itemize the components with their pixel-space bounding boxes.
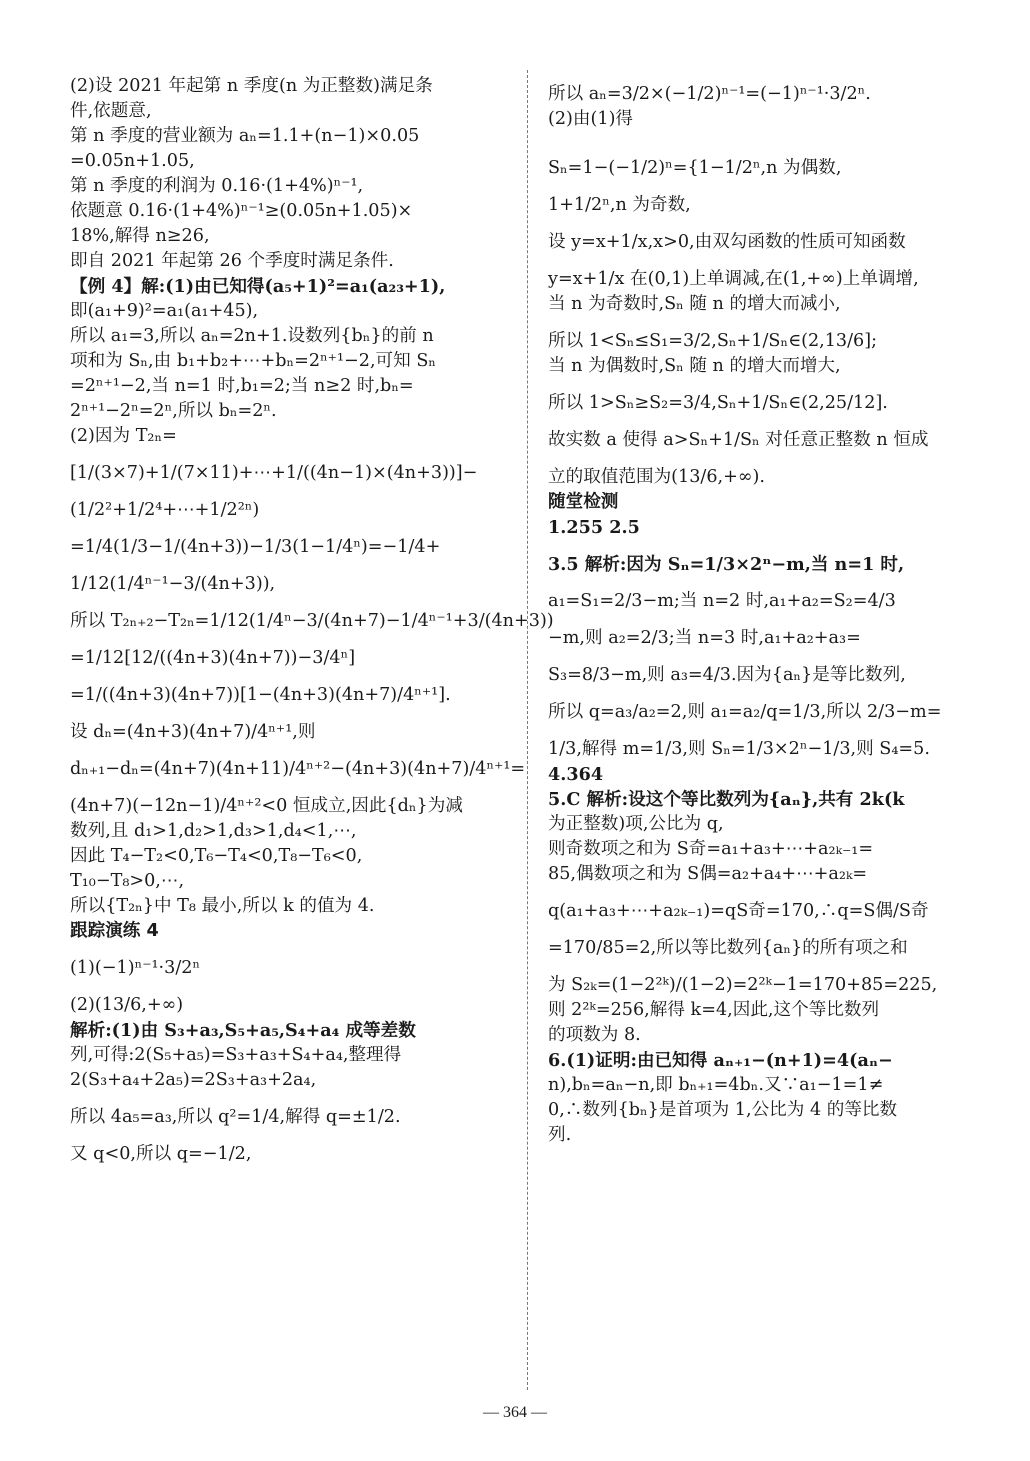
left-column (70, 74, 554, 1167)
text-line: 则 2²ᵏ=256,解得 k=4,因此,这个等比数列 (548, 1000, 880, 1020)
text-line: 则奇数项之和为 S奇=a₁+a₃+⋯+a₂ₖ₋₁= (548, 839, 874, 859)
text-line: 1+1/2ⁿ,n 为奇数, (548, 195, 691, 215)
text-line: q(a₁+a₃+⋯+a₂ₖ₋₁)=qS奇=170,∴q=S偶/S奇 (548, 901, 929, 921)
text-line: 5.C 解析:设这个等比数列为{aₙ},共有 2k(k (548, 789, 905, 810)
text-line: 所以 1>Sₙ≥S₂=3/4,Sₙ+1/Sₙ∈(2,25/12]. (548, 393, 888, 413)
text-line: 2(S₃+a₄+2a₅)=2S₃+a₃+2a₄, (70, 1070, 317, 1090)
text-line: 当 n 为奇数时,Sₙ 随 n 的增大而减小, (548, 294, 841, 314)
text-line: 又 q<0,所以 q=−1/2, (70, 1144, 252, 1164)
text-line: 列. (548, 1125, 572, 1145)
text-line: 件,依题意, (70, 101, 152, 121)
text-line: =1/12[12/((4n+3)(4n+7))−3/4ⁿ] (70, 648, 356, 668)
text-line: 所以{T₂ₙ}中 T₈ 最小,所以 k 的值为 4. (70, 896, 375, 916)
text-line: 0,∴数列{bₙ}是首项为 1,公比为 4 的等比数 (548, 1100, 898, 1120)
text-line: 3.5 解析:因为 Sₙ=1/3×2ⁿ−m,当 n=1 时, (548, 554, 905, 575)
text-line: T₁₀−T₈>0,⋯, (70, 871, 185, 891)
text-line: 18%,解得 n≥26, (70, 226, 210, 246)
text-line: 即自 2021 年起第 26 个季度时满足条件. (70, 251, 394, 271)
text-line: (4n+7)(−12n−1)/4ⁿ⁺²<0 恒成立,因此{dₙ}为减 (70, 796, 463, 816)
section-heading: 随堂检测 (548, 492, 619, 512)
text-line: =170/85=2,所以等比数列{aₙ}的所有项之和 (548, 938, 908, 958)
text-line: 1.255 2.5 (548, 517, 640, 538)
text-line: 1/3,解得 m=1/3,则 Sₙ=1/3×2ⁿ−1/3,则 S₄=5. (548, 739, 930, 759)
text-line: 数列,且 d₁>1,d₂>1,d₃>1,d₄<1,⋯, (70, 821, 357, 841)
text-line: (2)(13/6,+∞) (70, 995, 184, 1015)
text-line: Sₙ=1−(−1/2)ⁿ={1−1/2ⁿ,n 为偶数, (548, 158, 842, 178)
text-line: 2ⁿ⁺¹−2ⁿ=2ⁿ,所以 bₙ=2ⁿ. (70, 401, 277, 421)
text-line: 所以 4a₅=a₃,所以 q²=1/4,解得 q=±1/2. (70, 1107, 401, 1127)
text-line: 为正整数)项,公比为 q, (548, 814, 724, 834)
text-line: y=x+1/x 在(0,1)上单调减,在(1,+∞)上单调增, (548, 269, 919, 289)
text-line: 所以 1<Sₙ≤S₁=3/2,Sₙ+1/Sₙ∈(2,13/6]; (548, 331, 878, 351)
text-line: (1)(−1)ⁿ⁻¹·3/2ⁿ (70, 958, 201, 978)
text-line: 设 dₙ=(4n+3)(4n+7)/4ⁿ⁺¹,则 (70, 722, 316, 742)
text-line: S₃=8/3−m,则 a₃=4/3.因为{aₙ}是等比数列, (548, 665, 906, 685)
right-column (548, 74, 988, 1148)
text-line: (2)因为 T₂ₙ= (70, 426, 177, 446)
text-line: (1/2²+1/2⁴+⋯+1/2²ⁿ) (70, 500, 260, 520)
text-line: 依题意 0.16·(1+4%)ⁿ⁻¹≥(0.05n+1.05)× (70, 201, 413, 221)
text-line: 因此 T₄−T₂<0,T₆−T₄<0,T₈−T₆<0, (70, 846, 363, 866)
text-line: 即(a₁+9)²=a₁(a₁+45), (70, 301, 259, 321)
text-line: (2)由(1)得 (548, 109, 634, 129)
section-heading: 跟踪演练 4 (70, 921, 159, 941)
text-line: 第 n 季度的营业额为 aₙ=1.1+(n−1)×0.05 (70, 126, 420, 146)
text-line: 6.(1)证明:由已知得 aₙ₊₁−(n+1)=4(aₙ− (548, 1050, 893, 1071)
text-line: 为 S₂ₖ=(1−2²ᵏ)/(1−2)=2²ᵏ−1=170+85=225, (548, 975, 938, 995)
page-number: — 364 — (483, 1404, 547, 1421)
text-line: =1/4(1/3−1/(4n+3))−1/3(1−1/4ⁿ)=−1/4+ (70, 537, 441, 557)
text-line: −m,则 a₂=2/3;当 n=3 时,a₁+a₂+a₃= (548, 628, 861, 648)
text-line: 所以 q=a₃/a₂=2,则 a₁=a₂/q=1/3,所以 2/3−m= (548, 702, 942, 722)
text-line: =1/((4n+3)(4n+7))[1−(4n+3)(4n+7)/4ⁿ⁺¹]. (70, 685, 451, 705)
text-line: 的项数为 8. (548, 1025, 641, 1045)
text-line: 设 y=x+1/x,x>0,由双勾函数的性质可知函数 (548, 232, 906, 252)
text-line: (2)设 2021 年起第 n 季度(n 为正整数)满足条 (70, 76, 433, 96)
text-line: 【例 4】解:(1)由已知得(a₅+1)²=a₁(a₂₃+1), (70, 276, 446, 297)
text-line: 解析:(1)由 S₃+a₃,S₅+a₅,S₄+a₄ 成等差数 (70, 1020, 416, 1041)
text-line: 项和为 Sₙ,由 b₁+b₂+⋯+bₙ=2ⁿ⁺¹−2,可知 Sₙ (70, 351, 436, 371)
text-line: =0.05n+1.05, (70, 151, 195, 171)
text-line: 列,可得:2(S₅+a₅)=S₃+a₃+S₄+a₄,整理得 (70, 1045, 402, 1065)
text-line: 第 n 季度的利润为 0.16·(1+4%)ⁿ⁻¹, (70, 176, 364, 196)
column-divider (527, 70, 528, 1390)
text-line: [1/(3×7)+1/(7×11)+⋯+1/((4n−1)×(4n+3))]− (70, 463, 478, 483)
text-line: 85,偶数项之和为 S偶=a₂+a₄+⋯+a₂ₖ= (548, 864, 868, 884)
text-line: 4.364 (548, 764, 604, 785)
text-line: 立的取值范围为(13/6,+∞). (548, 467, 765, 487)
text-line: 所以 a₁=3,所以 aₙ=2n+1.设数列{bₙ}的前 n (70, 326, 434, 346)
text-line: 当 n 为偶数时,Sₙ 随 n 的增大而增大, (548, 356, 841, 376)
text-line: 所以 aₙ=3/2×(−1/2)ⁿ⁻¹=(−1)ⁿ⁻¹·3/2ⁿ. (548, 84, 871, 104)
text-line: a₁=S₁=2/3−m;当 n=2 时,a₁+a₂=S₂=4/3 (548, 591, 896, 611)
text-line: 所以 T₂ₙ₊₂−T₂ₙ=1/12(1/4ⁿ−3/(4n+7)−1/4ⁿ⁻¹+3/(4n+3)) (70, 611, 554, 631)
text-line: n),bₙ=aₙ−n,即 bₙ₊₁=4bₙ.又∵a₁−1=1≠ (548, 1075, 884, 1095)
text-line: =2ⁿ⁺¹−2,当 n=1 时,b₁=2;当 n≥2 时,bₙ= (70, 376, 414, 396)
text-line: 故实数 a 使得 a>Sₙ+1/Sₙ 对任意正整数 n 恒成 (548, 430, 929, 450)
text-line: dₙ₊₁−dₙ=(4n+7)(4n+11)/4ⁿ⁺²−(4n+3)(4n+7)/4ⁿ⁺¹= (70, 759, 526, 779)
text-line: 1/12(1/4ⁿ⁻¹−3/(4n+3)), (70, 574, 276, 594)
